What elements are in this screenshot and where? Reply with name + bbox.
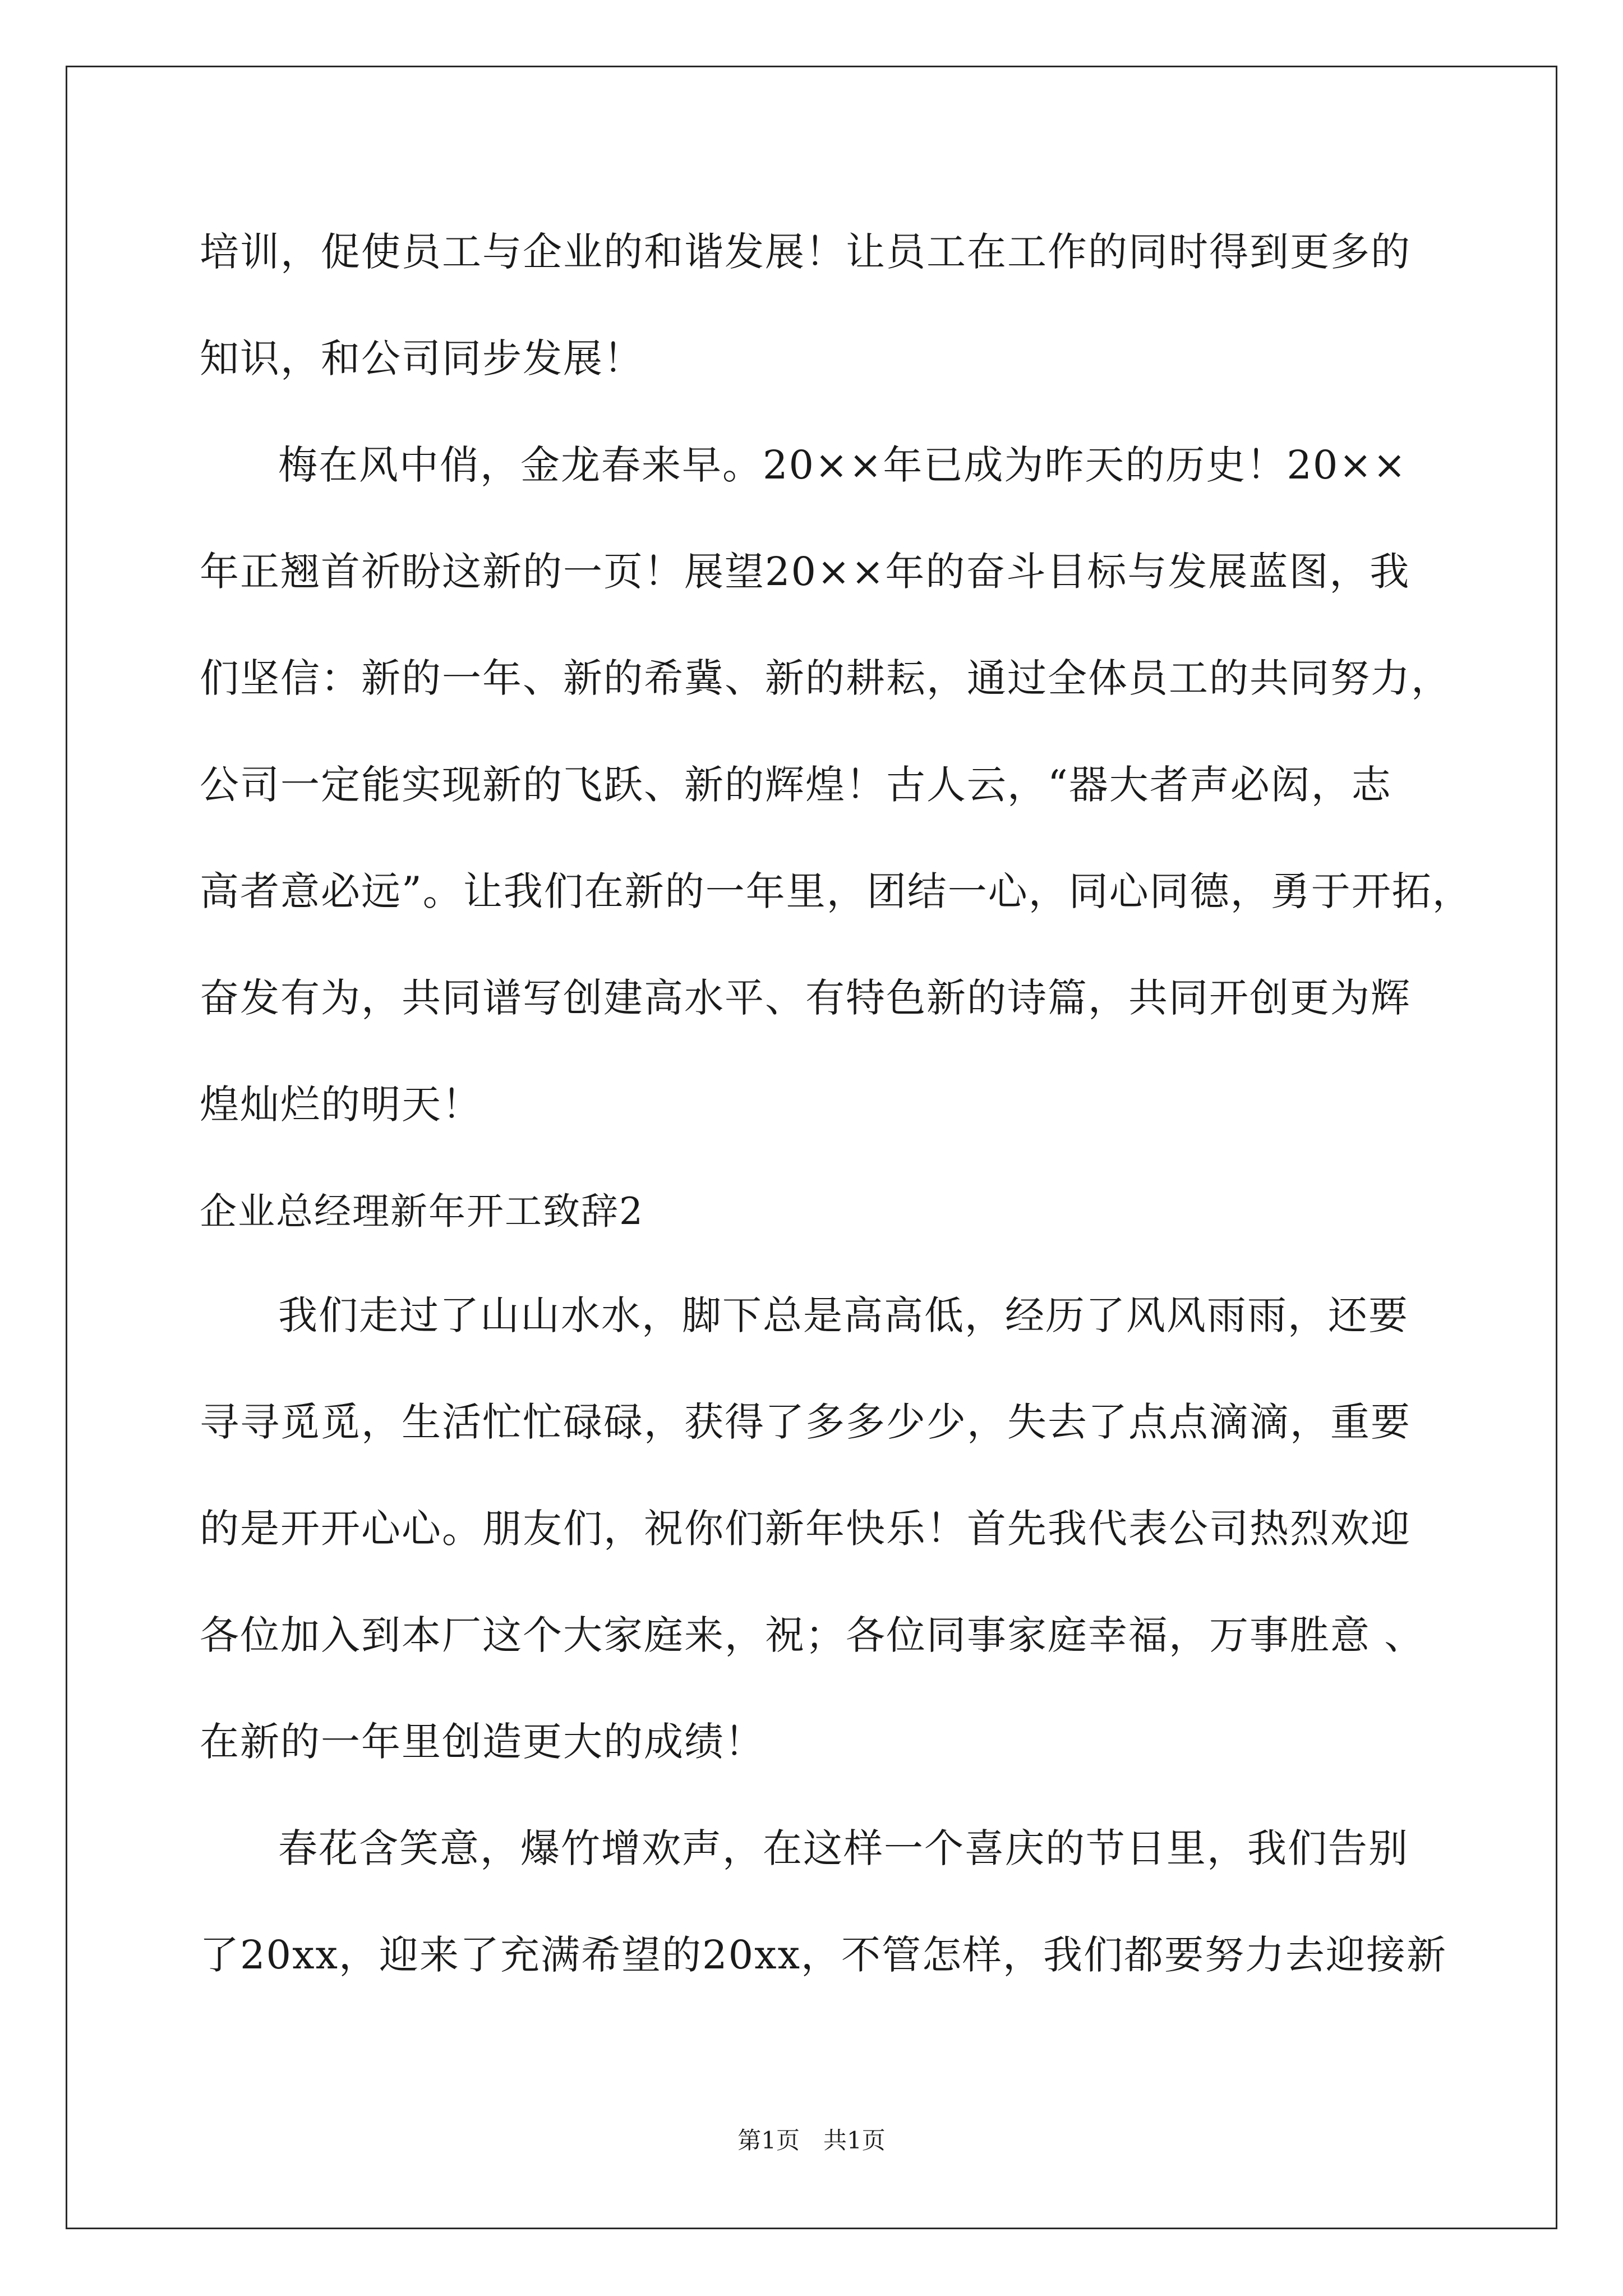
paragraph-line: 梅在风中俏，金龙春来早。20××年已成为昨天的历史！20××	[278, 442, 1407, 488]
paragraph-line: 煌灿烂的明天！	[200, 1082, 482, 1128]
paragraph-line: 各位加入到本厂这个大家庭来，祝；各位同事家庭幸福，万事胜意 、	[200, 1612, 1425, 1658]
paragraph-line: 了20xx，迎来了充满希望的20xx，不管怎样，我们都要努力去迎接新	[200, 1932, 1447, 1978]
paragraph-line: 们坚信：新的一年、新的希冀、新的耕耘，通过全体员工的共同努力，	[200, 655, 1451, 701]
paragraph-line: 高者意必远”。让我们在新的一年里，团结一心，同心同德，勇于开拓，	[200, 868, 1473, 914]
paragraph-line: 我们走过了山山水水，脚下总是高高低，经历了风风雨雨，还要	[278, 1292, 1409, 1338]
section-heading: 企业总经理新年开工致辞2	[200, 1190, 644, 1233]
paragraph-line: 培训，促使员工与企业的和谐发展！让员工在工作的同时得到更多的	[200, 229, 1411, 275]
page-border	[66, 66, 1557, 2229]
page-number-footer: 第1页 共1页	[737, 2127, 886, 2154]
paragraph-line: 的是开开心心。朋友们，祝你们新年快乐！首先我代表公司热烈欢迎	[200, 1506, 1411, 1552]
paragraph-line: 寻寻觅觅，生活忙忙碌碌，获得了多多少少，失去了点点滴滴，重要	[200, 1399, 1411, 1445]
paragraph-line: 春花含笑意，爆竹增欢声，在这样一个喜庆的节日里，我们告别	[278, 1825, 1409, 1871]
paragraph-line: 公司一定能实现新的飞跃、新的辉煌！古人云，“器大者声必闳，志	[200, 762, 1392, 808]
paragraph-line: 知识，和公司同步发展！	[200, 335, 644, 381]
paragraph-line: 年正翘首祈盼这新的一页！展望20××年的奋斗目标与发展蓝图，我	[200, 549, 1410, 595]
paragraph-line: 在新的一年里创造更大的成绩！	[200, 1719, 765, 1765]
paragraph-line: 奋发有为，共同谱写创建高水平、有特色新的诗篇，共同开创更为辉	[200, 975, 1411, 1021]
